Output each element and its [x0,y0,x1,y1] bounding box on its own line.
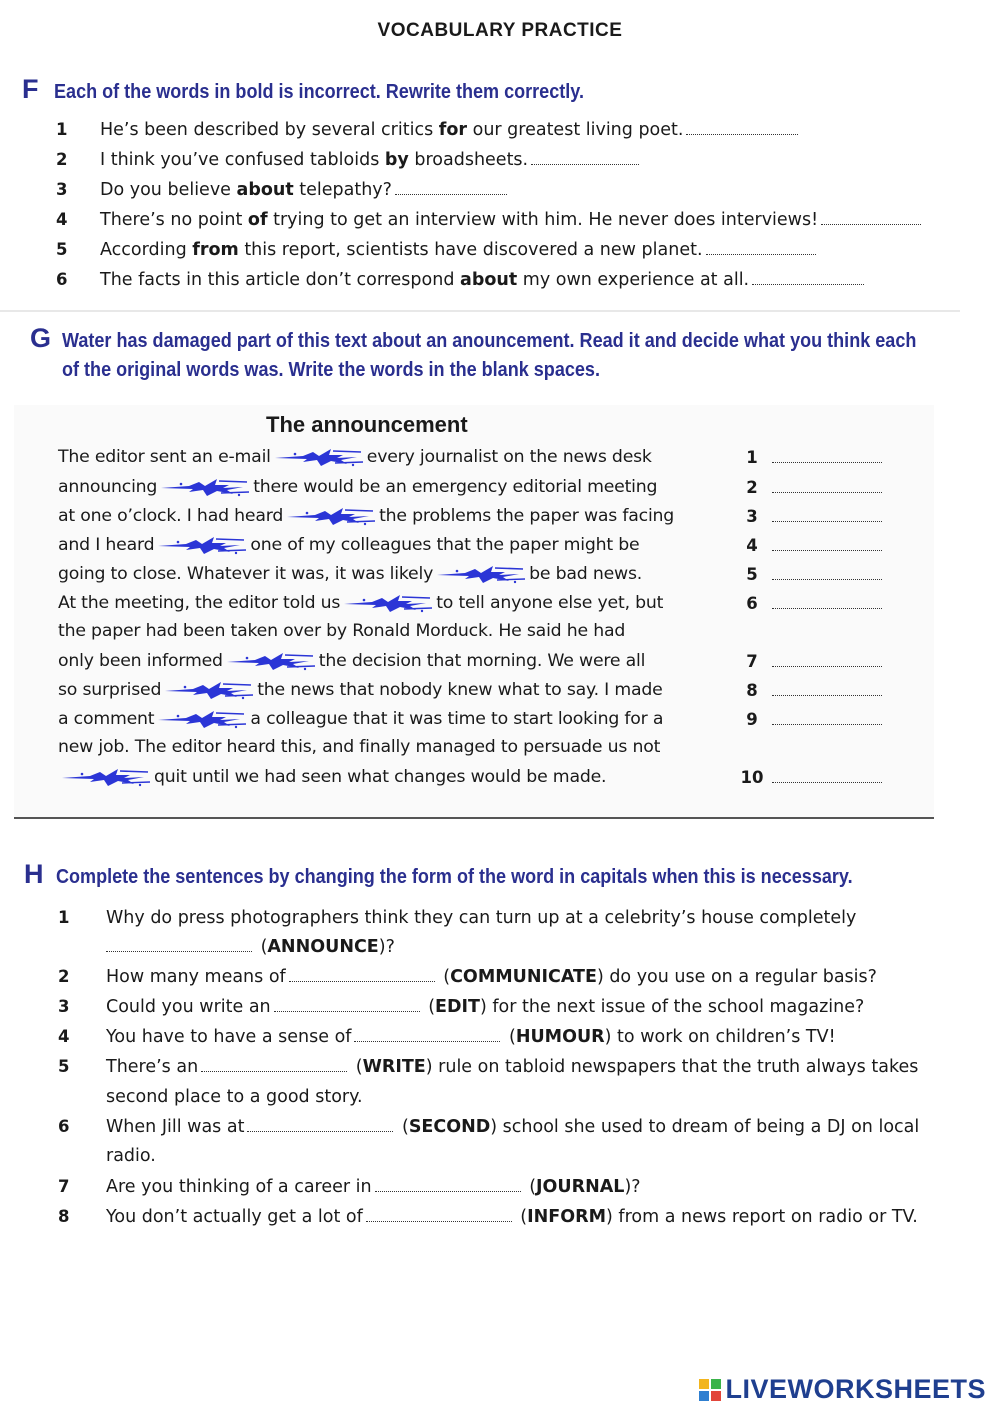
answer-blank[interactable] [289,968,435,982]
item-text: I think you’ve confused tabloids [100,150,385,170]
item-text: ) from a news report on radio or TV. [606,1207,918,1227]
section-instruction: Water has damaged part of this text about an anouncement. Read it and decide what you think each of the original words was. Write the words in the blank spaces. [62,329,917,381]
item-number: 8 [58,1207,70,1226]
section-letter: H [24,859,44,889]
passage-text: every journalist on the news desk [366,447,652,467]
passage-line [58,679,663,701]
section-instruction: Each of the words in bold is incorrect. Rewrite them correctly. [54,80,584,103]
answer-blank[interactable] [366,1208,512,1222]
answer-row [732,652,882,671]
passage-text: only been informed [58,651,223,671]
page-title: VOCABULARY PRACTICE [377,20,623,41]
item-number: 4 [58,1027,70,1046]
passage-line [58,650,645,672]
capital-word: INFORM [527,1207,607,1227]
ink-blot-icon [159,476,251,498]
answer-blank[interactable] [354,1028,500,1042]
answer-number: 9 [746,710,758,729]
item-text: ) do you use on a regular basis? [596,967,877,987]
answer-blank[interactable] [772,509,882,522]
item-text: ) rule on tabloid newspapers that the truth always takes [425,1057,919,1077]
item-text: He’s been described by several critics [100,120,439,140]
bold-word: of [247,210,268,230]
answer-number: 6 [746,594,758,613]
bold-word: about [460,270,518,290]
passage-line [58,621,625,641]
section-letter: F [22,74,39,104]
item-text: Do you believe [100,180,237,200]
passage-text: a comment [58,709,155,729]
capital-word: EDIT [435,997,480,1017]
answer-blank[interactable] [395,181,507,195]
capital-word: SECOND [408,1117,491,1137]
passage-text: the decision that morning. We were all [318,651,646,671]
passage-title: The announcement [266,412,468,437]
answer-number: 3 [746,507,758,526]
answer-number: 1 [746,448,758,467]
section-instruction: Complete the sentences by changing the form of the word in capitals when this is necessary. [56,865,853,888]
bold-word: by [384,150,409,170]
answer-blank[interactable] [772,770,882,783]
answer-row [732,710,882,729]
capital-word: WRITE [362,1057,426,1077]
section-letter: G [30,323,52,353]
section-g-heading [30,323,1000,384]
item-text: According [100,240,193,260]
ink-blot-icon [342,592,434,614]
answer-blank[interactable] [247,1118,393,1132]
item-text: ) to work on children’s TV! [604,1027,836,1047]
answer-blank[interactable] [772,480,882,493]
answer-blank[interactable] [772,538,882,551]
item-text: You don’t actually get a lot of [106,1207,363,1227]
item-text: second place to a good story. [106,1087,363,1107]
capital-word: COMMUNICATE [450,967,597,987]
passage-text: so surprised [58,680,162,700]
item-text: Are you thinking of a career in [106,1177,372,1197]
answer-blank[interactable] [772,567,882,580]
answer-blank[interactable] [531,151,639,165]
answer-row [732,448,882,467]
answer-blank[interactable] [375,1178,521,1192]
capital-word: ANNOUNCE [267,937,379,957]
ink-blot-icon [273,446,365,468]
item-text: )? [624,1177,641,1197]
passage-text: At the meeting, the editor told us [58,593,341,613]
item-number: 6 [56,270,68,289]
answer-row [732,478,882,497]
passage-line [58,708,663,730]
item-text: You have to have a sense of [106,1027,352,1047]
item-text: my own experience at all. [517,270,750,290]
passage-text: be bad news. [529,564,643,584]
ink-blot-icon [156,534,248,556]
item-number: 6 [58,1117,70,1136]
passage-text: The editor sent an e-mail [58,447,271,467]
answer-blank[interactable] [106,938,252,952]
passage-line [58,476,657,498]
passage-line [58,737,660,757]
item-number: 5 [56,240,68,259]
answer-blank[interactable] [772,450,882,463]
answer-number: 2 [746,478,758,497]
capital-word: HUMOUR [515,1027,605,1047]
passage-line [58,446,652,468]
passage-text: the paper had been taken over by Ronald Morduck. He said he had [58,621,626,641]
answer-row [732,681,882,700]
passage-text: and I heard [58,535,155,555]
capital-word: JOURNAL [536,1177,625,1197]
item-number: 2 [56,150,68,169]
answer-number: 10 [740,768,764,787]
answer-blank[interactable] [772,654,882,667]
answer-row [732,565,882,584]
answer-blank[interactable] [752,271,864,285]
answer-blank[interactable] [274,998,420,1012]
item-text: broadsheets. [408,150,529,170]
answer-row [732,536,882,555]
item-number: 2 [58,967,70,986]
bold-word: for [438,120,468,140]
answer-blank[interactable] [201,1058,347,1072]
passage-line [58,563,642,585]
answer-row [732,768,882,787]
ink-blot-icon [225,650,317,672]
ink-blot-icon [163,679,255,701]
item-text: our greatest living poet. [467,120,684,140]
item-text: Could you write an [106,997,271,1017]
passage-text: the problems the paper was facing [379,506,675,526]
passage-line [58,592,663,614]
item-text: ) school she used to dream of being a DJ on local [490,1117,920,1137]
answer-number: 8 [746,681,758,700]
passage-line [58,766,606,788]
item-number: 4 [56,210,68,229]
ink-blot-icon [285,505,377,527]
section-h-heading [24,859,961,891]
answer-blank[interactable] [686,121,798,135]
answer-blank[interactable] [706,241,816,255]
item-text: )? [378,937,395,957]
ink-blot-icon [435,563,527,585]
logo-text: LIVEWORKSHEETS [725,1374,986,1404]
item-number: 3 [56,180,68,199]
passage-text: quit until we had seen what changes would be made. [154,767,607,787]
item-text: When Jill was at [106,1117,245,1137]
bold-word: about [236,180,294,200]
passage-text: one of my colleagues that the paper might be [250,535,640,555]
item-text: There’s an [106,1057,199,1077]
bold-word: from [192,240,239,260]
item-text: The facts in this article don’t correspond [100,270,461,290]
answer-number: 4 [746,536,758,555]
section-f-heading [22,74,656,106]
passage-line [58,534,639,556]
item-text: radio. [106,1146,156,1166]
passage-text: new job. The editor heard this, and finally managed to persuade us not [58,737,661,757]
passage-text: to tell anyone else yet, but [436,593,664,613]
answer-row [732,594,882,613]
item-number: 1 [56,120,68,139]
item-text: Why do press photographers think they can turn up at a celebrity’s house completely [106,908,857,928]
item-text: telepathy? [293,180,392,200]
logo-icon [699,1379,721,1401]
item-text: this report, scientists have discovered a new planet. [238,240,703,260]
divider [0,310,960,312]
passage-text: at one o’clock. I had heard [58,506,284,526]
ink-blot-icon [156,708,248,730]
answer-number: 5 [746,565,758,584]
item-text: trying to get an interview with him. He never does interviews! [267,210,819,230]
passage-text: announcing [58,477,158,497]
item-number: 1 [58,908,70,927]
answer-blank[interactable] [772,712,882,725]
answer-blank[interactable] [821,211,921,225]
answer-row [732,507,882,526]
passage-text: there would be an emergency editorial meeting [253,477,658,497]
item-number: 3 [58,997,70,1016]
liveworksheets-logo [699,1374,986,1405]
passage-text: the news that nobody knew what to say. I made [257,680,663,700]
passage-text: a colleague that it was time to start looking for a [250,709,664,729]
item-text: How many means of [106,967,286,987]
passage-line [58,505,674,527]
answer-number: 7 [746,652,758,671]
answer-blank[interactable] [772,596,882,609]
item-number: 5 [58,1057,70,1076]
passage-text: going to close. Whatever it was, it was likely [58,564,434,584]
answer-blank[interactable] [772,683,882,696]
ink-blot-icon [60,766,152,788]
item-text: ) for the next issue of the school magazine? [479,997,865,1017]
item-number: 7 [58,1177,70,1196]
item-text: There’s no point [100,210,248,230]
